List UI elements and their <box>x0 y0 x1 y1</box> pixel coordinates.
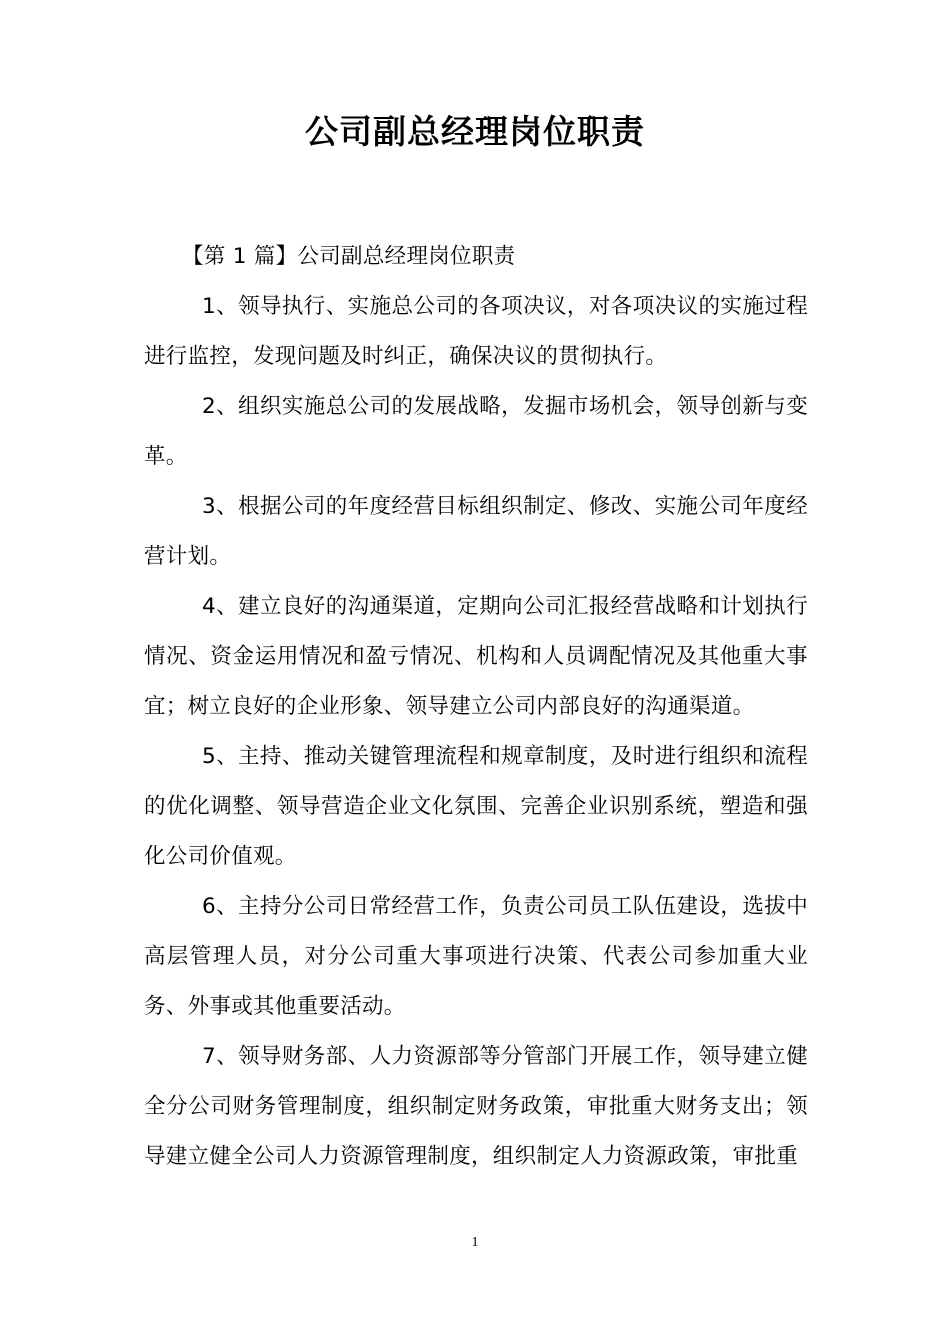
document-body <box>144 232 808 1182</box>
section-heading: 【第 1 篇】公司副总经理岗位职责 <box>182 244 516 269</box>
paragraph-4: 4、建立良好的沟通渠道，定期向公司汇报经营战略和计划执行情况、资金运用情况和盈亏情况、机构和人员调配情况及其他重大事宜；树立良好的企业形象、领导建立公司内部良好的沟通渠道。 <box>144 594 808 719</box>
page-number: 1 <box>471 1235 479 1250</box>
paragraph-7: 7、领导财务部、人力资源部等分管部门开展工作，领导建立健全分公司财务管理制度，组织制定财务政策，审批重大财务支出；领导建立健全公司人力资源管理制度，组织制定人力资源政策，审批重 <box>144 1044 808 1169</box>
document-title: 公司副总经理岗位职责 <box>305 112 645 151</box>
paragraph-3: 3、根据公司的年度经营目标组织制定、修改、实施公司年度经营计划。 <box>144 494 808 569</box>
paragraph-2: 2、组织实施总公司的发展战略，发掘市场机会，领导创新与变革。 <box>144 394 808 469</box>
paragraph-5: 5、主持、推动关键管理流程和规章制度，及时进行组织和流程的优化调整、领导营造企业文化氛围、完善企业识别系统，塑造和强化公司价值观。 <box>144 744 808 869</box>
paragraph-6: 6、主持分公司日常经营工作，负责公司员工队伍建设，选拔中高层管理人员，对分公司重大事项进行决策、代表公司参加重大业务、外事或其他重要活动。 <box>144 894 808 1019</box>
paragraph-1: 1、领导执行、实施总公司的各项决议，对各项决议的实施过程进行监控，发现问题及时纠正，确保决议的贯彻执行。 <box>144 294 808 369</box>
